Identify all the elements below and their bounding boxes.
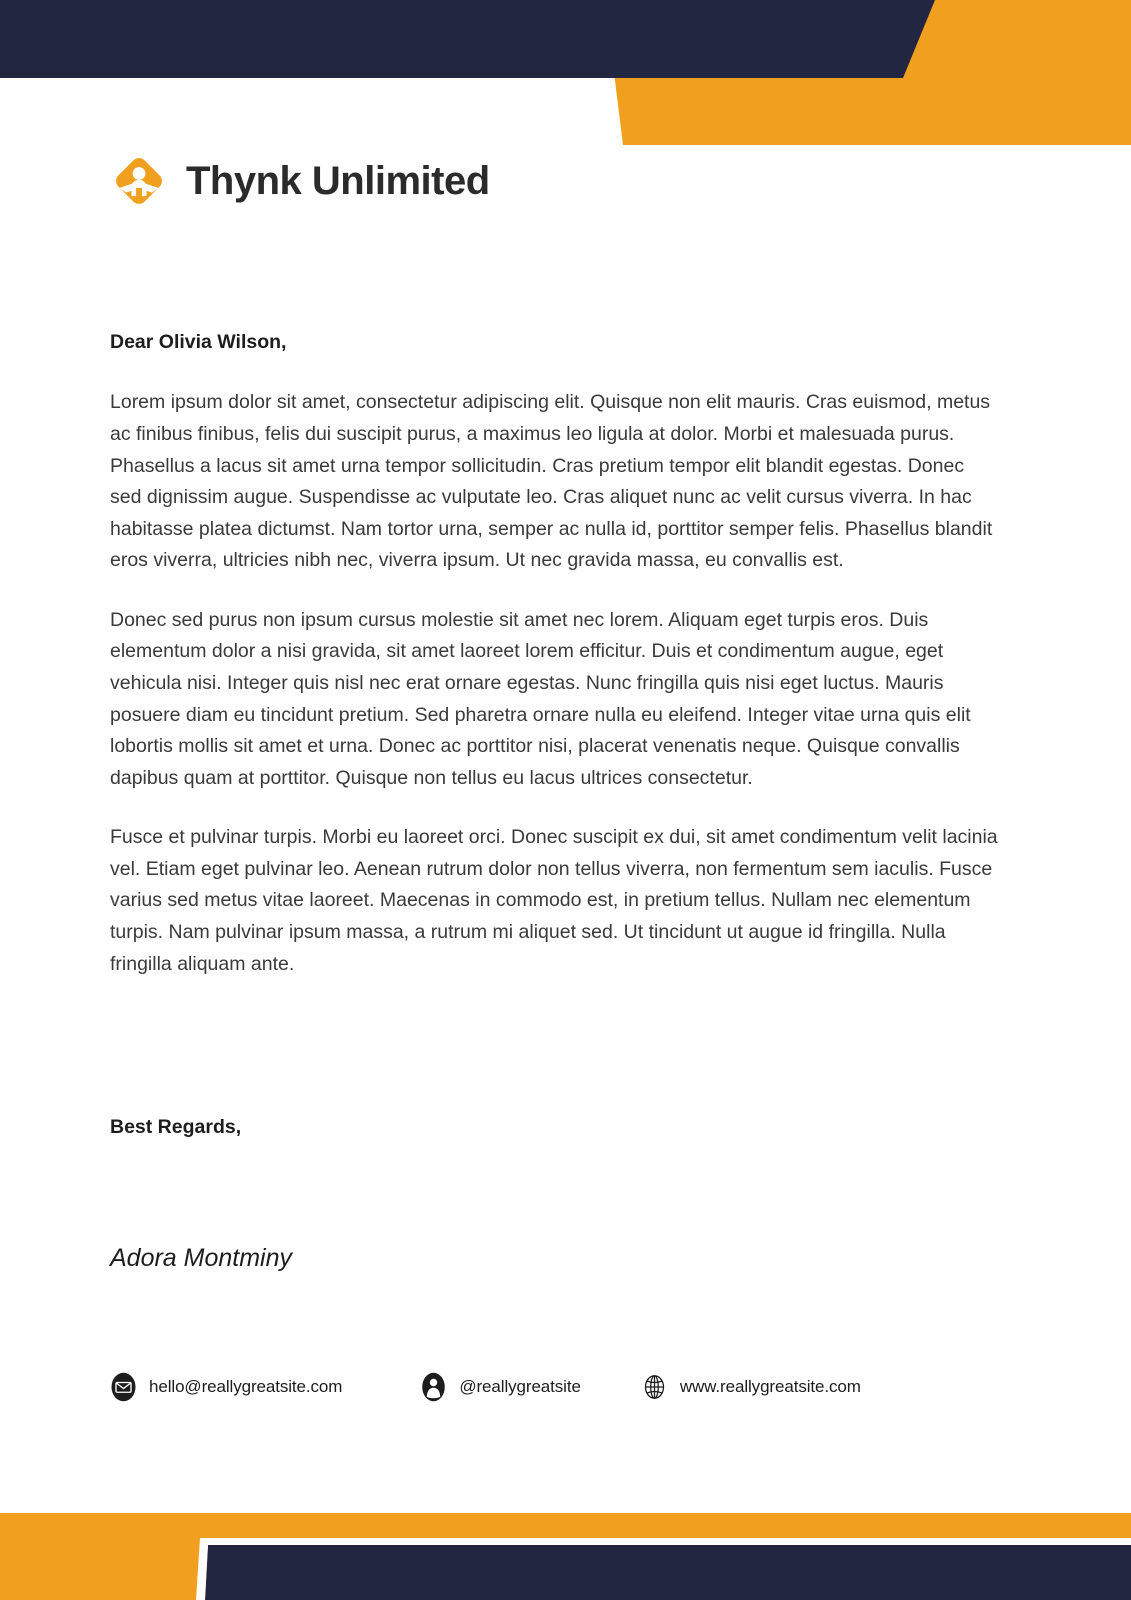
closing-line: Best Regards, xyxy=(110,1116,242,1138)
globe-icon xyxy=(641,1372,668,1402)
top-orange-shape xyxy=(605,0,1131,145)
contact-item-social[interactable] xyxy=(420,1372,580,1402)
salutation: Dear Olivia Wilson, xyxy=(110,331,287,353)
bottom-orange-shape xyxy=(0,1513,1131,1600)
envelope-icon xyxy=(110,1372,137,1402)
diamond-person-logo-icon xyxy=(110,152,168,210)
signature-name: Adora Montminy xyxy=(110,1244,293,1272)
person-icon xyxy=(420,1372,447,1402)
bottom-navy-shape-fill xyxy=(208,1545,1131,1600)
letter-body xyxy=(110,330,1000,980)
contact-item-email[interactable] xyxy=(110,1372,342,1402)
letter-paragraph: Fusce et pulvinar turpis. Morbi eu laoreet orci. Donec suscipit ex dui, sit amet condimentum velit lacinia vel. Etiam eget pulvinar leo. Aenean rutrum dolor non tellus viverra, non fermentum sem iaculis. Fusce varius sed metus vitae laoreet. Maecenas in commodo est, in pretium tellus. Nullam nec elementum turpis. Nam pulvinar ipsum massa, a rutrum mi aliquet sed. Ut tincidunt ut augue id fringilla. Nulla fringilla aliquam ante. xyxy=(110,826,998,975)
brand-header xyxy=(110,152,490,210)
top-navy-shape xyxy=(0,0,935,78)
top-decoration xyxy=(0,0,1131,160)
bottom-decoration xyxy=(0,1470,1131,1600)
letter-paragraph: Lorem ipsum dolor sit amet, consectetur adipiscing elit. Quisque non elit mauris. Cras euismod, metus ac finibus finibus, felis dui suscipit purus, a maximus leo ligula at dolor. Morbi et malesuada purus. Phasellus a lacus sit amet urna tempor sollicitudin. Cras pretium tempor elit blandit egestas. Donec sed dignissim augue. Suspendisse ac vulputate leo. Cras aliquet nunc ac velit cursus viverra. In hac habitasse platea dictumst. Nam tortor urna, semper ac nulla id, porttitor semper felis. Phasellus blandit eros viverra, ultricies nibh nec, viverra ipsum. Ut nec gravida massa, eu convallis est. xyxy=(110,391,993,572)
contact-item-website[interactable] xyxy=(641,1372,861,1402)
bottom-white-gap xyxy=(196,1538,1131,1600)
top-orange-shape-lower xyxy=(858,88,1131,145)
contact-bar xyxy=(110,1372,1000,1402)
bottom-navy-shape xyxy=(205,1545,1131,1600)
contact-text-email: hello@reallygreatsite.com xyxy=(149,1377,343,1396)
brand-name: Thynk Unlimited xyxy=(186,159,490,203)
letter-paragraph: Donec sed purus non ipsum cursus molestie sit amet nec lorem. Aliquam eget turpis eros. Duis elementum dolor a nisi gravida, sit amet laoreet lorem efficitur. Duis et condimentum augue, eget vehicula nisi. Integer quis nisl nec erat ornare egestas. Nunc fringilla quis nisi eget luctus. Mauris posuere diam eu tincidunt pretium. Sed pharetra ornare nulla eu eleifend. Integer vitae urna quis elit lobortis mollis sit amet et urna. Donec ac porttitor nisi, placerat venenatis neque. Quisque convallis dapibus quam at porttitor. Quisque non tellus eu lacus ultrices consectetur. xyxy=(110,608,971,789)
contact-text-social: @reallygreatsite xyxy=(459,1377,581,1396)
contact-text-website: www.reallygreatsite.com xyxy=(679,1377,861,1396)
